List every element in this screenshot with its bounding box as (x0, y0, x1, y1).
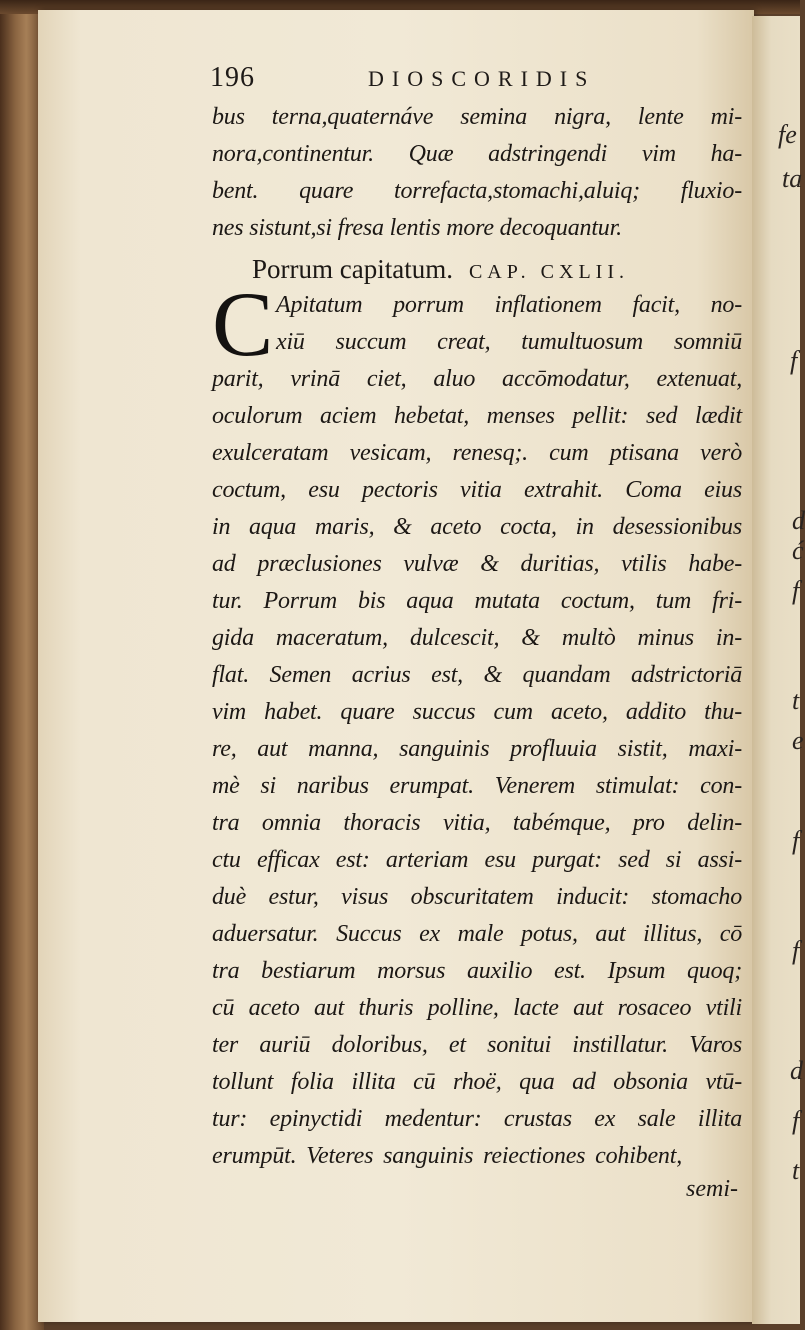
facing-fragment: t (792, 686, 800, 715)
text-line: gida maceratum, dulcescit, & multò minus in- (212, 625, 742, 651)
text-line: nora,continentur. Quæ adstringendi vim ha- (212, 141, 742, 167)
text-line: ter auriū doloribus, et sonitui instillatur. Varos (212, 1032, 742, 1058)
text-line: flat. Semen acrius est, & quandam adstrictoriā (212, 662, 742, 688)
text-line: duè estur, visus obscuritatem inducit: stomacho (212, 884, 742, 910)
facing-fragment: f (790, 346, 798, 375)
text-line: in aqua maris, & aceto cocta, in desessionibus (212, 514, 742, 540)
facing-fragment: e (792, 726, 804, 755)
text-line: tra bestiarum morsus auxilio est. Ipsum quoq; (212, 958, 742, 984)
text-line: Apitatum porrum inflationem facit, no- (276, 292, 742, 318)
text-line: bent. quare torrefacta,stomachi,aluiq; fluxio- (212, 178, 742, 204)
chapter-title: Porrum capitatum. (252, 254, 453, 284)
text-line: nes sistunt,si fresa lentis more decoquantur. (212, 215, 622, 241)
facing-fragment: fe (778, 120, 797, 149)
text-line: exulceratam vesicam, renesq;. cum ptisana verò (212, 440, 742, 466)
text-line: ctu efficax est: arteriam esu purgat: sed si assi- (212, 847, 742, 873)
text-line: tur: epinyctidi medentur: crustas ex sale illita (212, 1106, 742, 1132)
text-line: erumpūt. Veteres sanguinis reiectiones cohibent, (212, 1143, 682, 1169)
text-line: tur. Porrum bis aqua mutata coctum, tum fri- (212, 588, 742, 614)
facing-fragment: f (792, 1106, 800, 1135)
chapter-heading (252, 250, 742, 288)
page-number: 196 (210, 62, 255, 93)
text-line: tra omnia thoracis vitia, tabémque, pro delin- (212, 810, 742, 836)
text-line: tollunt folia illita cū rhoë, qua ad obsonia vtū- (212, 1069, 742, 1095)
facing-fragment: f (792, 826, 800, 855)
text-line: re, aut manna, sanguinis profluuia sistit, maxi- (212, 736, 742, 762)
text-line: coctum, esu pectoris vitia extrahit. Coma eius (212, 477, 742, 503)
facing-fragment: d (790, 1056, 803, 1085)
text-line: bus terna,quaternáve semina nigra, lente mi- (212, 104, 742, 130)
chapter-number: CAP. CXLII. (468, 261, 629, 283)
text-line: oculorum aciem hebetat, menses pellit: sed lædit (212, 403, 742, 429)
running-head: DIOSCORIDIS (368, 66, 596, 91)
text-line: cū aceto aut thuris polline, lacte aut rosaceo vtili (212, 995, 742, 1021)
facing-fragment: t (792, 1156, 800, 1185)
text-line: vim habet. quare succus cum aceto, addito thu- (212, 699, 742, 725)
facing-fragment: ta (782, 164, 803, 193)
catchword: semi- (686, 1176, 738, 1202)
text-line: mè si naribus erumpat. Venerem stimulat: con- (212, 773, 742, 799)
text-line: aduersatur. Succus ex male potus, aut illitus, cō (212, 921, 742, 947)
facing-fragment: f (792, 576, 800, 605)
text-line: ad præclusiones vulvæ & duritias, vtilis habe- (212, 551, 742, 577)
text-line: xiū succum creat, tumultuosum somniū (276, 329, 742, 355)
facing-fragment: f (792, 936, 800, 965)
text-line: parit, vrinā ciet, aluo accōmodatur, extenuat, (212, 366, 742, 392)
drop-cap: C (212, 273, 274, 375)
facing-page-edge (752, 16, 805, 1324)
facing-fragment: ć (792, 536, 804, 565)
facing-fragment: d (792, 506, 805, 535)
page-header (210, 62, 750, 98)
